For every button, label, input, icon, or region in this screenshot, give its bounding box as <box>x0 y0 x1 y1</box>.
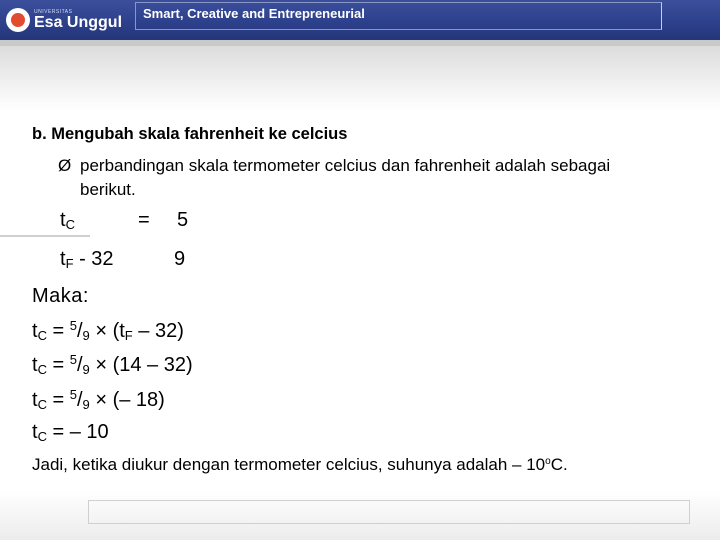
slide-heading: b. Mengubah skala fahrenheit ke celcius <box>32 125 348 143</box>
tagline: Smart, Creative and Entrepreneurial <box>143 6 365 21</box>
equation-step-4: $t_C$ = – 10 <box>32 421 109 444</box>
fraction-denominator-left: $t_F - 32$ <box>60 248 114 271</box>
fraction-denominator-right: 9 <box>174 248 186 270</box>
logo-emblem-icon <box>6 8 30 32</box>
header-bar <box>0 0 720 40</box>
fraction-equals: = <box>138 209 150 231</box>
logo-text <box>34 10 122 31</box>
fraction-numerator-left: $t_C$ <box>60 209 75 232</box>
equation-step-2: $t_C = ^5/_9 \times (14 - 32)$ <box>32 352 193 377</box>
header-gradient-band <box>0 40 720 110</box>
logo-name: Esa Unggul <box>34 13 123 31</box>
header-divider <box>0 40 720 46</box>
bullet-text: perbandingan skala termometer celcius dan fahrenheit adalah sebagai berikut. <box>80 156 611 199</box>
logo-subtitle: UNIVERSITAS <box>34 8 73 15</box>
equation-step-1: $t_C = ^5/_9 \times (t_F - 32)$ <box>32 318 184 343</box>
conclusion-text: Jadi, ketika diukur dengan termometer celcius, suhunya adalah – 10$^o$C. <box>32 455 568 474</box>
footer-frame <box>88 500 690 524</box>
bullet-item <box>58 154 658 202</box>
university-logo <box>6 5 122 35</box>
maka-label: Maka: <box>32 285 89 307</box>
equation-step-3: $t_C = ^5/_9$ × (– 18) <box>32 387 165 412</box>
arrow-bullet-icon: Ø <box>58 156 72 175</box>
fraction-numerator-right: 5 <box>177 209 189 231</box>
decorative-line <box>0 235 90 237</box>
